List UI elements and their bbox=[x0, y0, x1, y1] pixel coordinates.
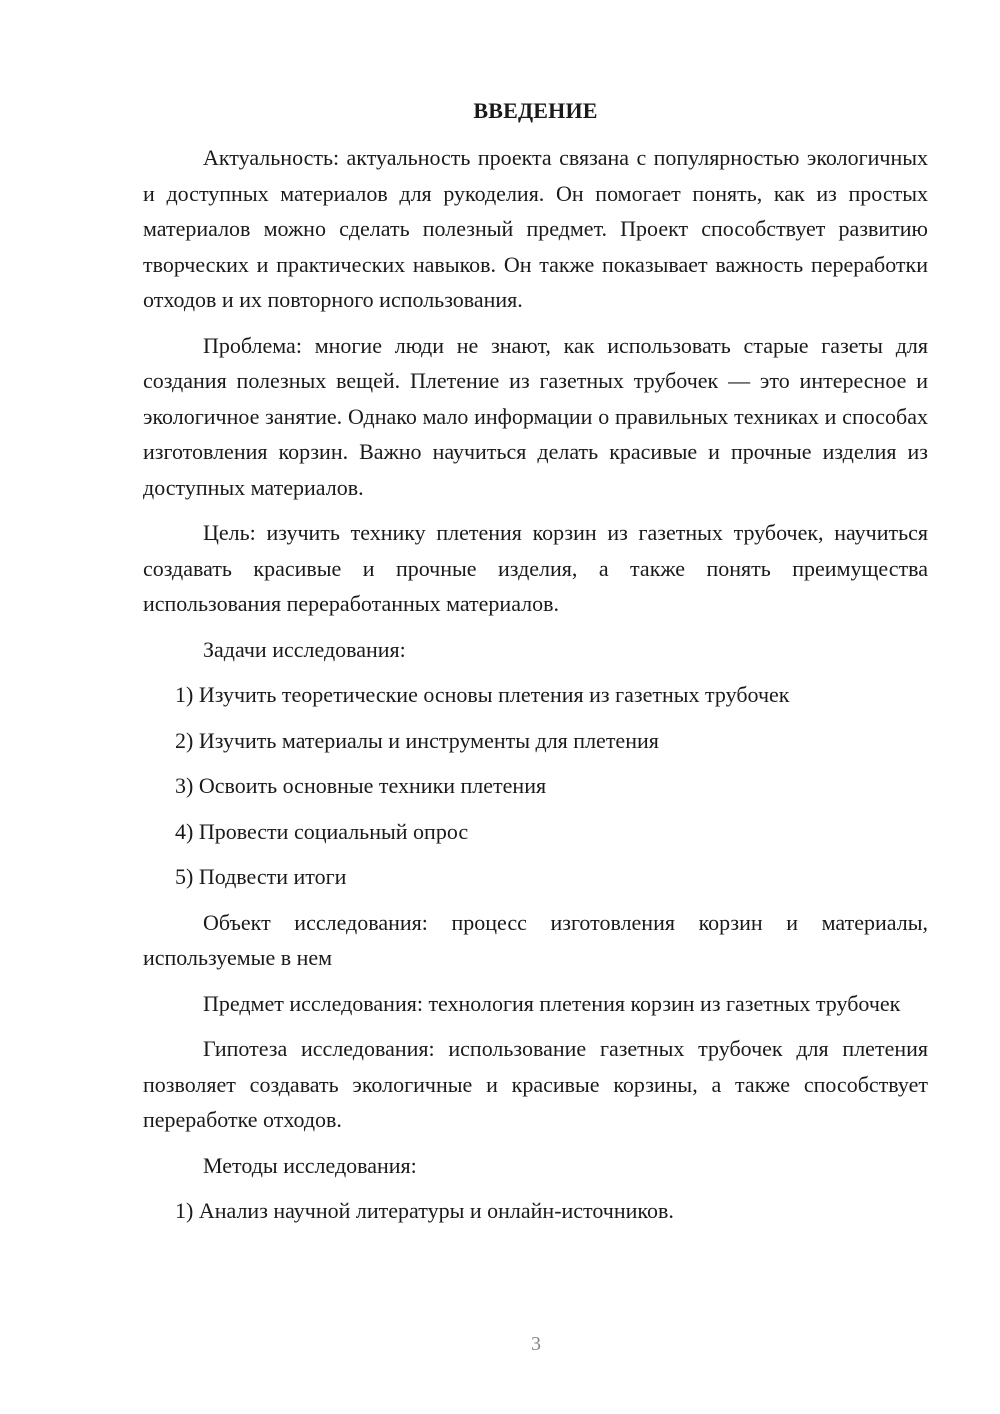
goal-paragraph: Цель: изучить технику плетения корзин из газетных трубочек, научиться создавать красивые и прочные изделия, а также понять преимущества использования переработанных материалов. bbox=[143, 520, 928, 616]
hypothesis-paragraph: Гипотеза исследования: использование газетных трубочек для плетения позволяет создавать экологичные и красивые корзины, а также способствует переработке отходов. bbox=[143, 1036, 928, 1132]
tasks-list bbox=[143, 677, 928, 895]
list-item: 5) Подвести итоги bbox=[175, 864, 347, 889]
methods-list bbox=[143, 1193, 928, 1229]
document-body bbox=[143, 96, 928, 1239]
page-number: 3 bbox=[531, 1333, 541, 1355]
tasks-title: Задачи исследования: bbox=[203, 636, 406, 662]
list-item: 3) Освоить основные техники плетения bbox=[175, 773, 547, 798]
problem-paragraph: Проблема: многие люди не знают, как использовать старые газеты для создания полезных вещей. Плетение из газетных трубочек — это интересное и экологичное занятие. Однако мало информации о правильных техниках и способах изготовления корзин. Важно научиться делать красивые и прочные изделия из доступных материалов. bbox=[143, 332, 928, 500]
subject-paragraph: Предмет исследования: технология плетения корзин из газетных трубочек bbox=[203, 990, 901, 1016]
list-item: 4) Провести социальный опрос bbox=[175, 818, 469, 844]
relevance-paragraph: Актуальность: актуальность проекта связана с популярностью экологичных и доступных материалов для рукоделия. Он помогает понять, как из простых материалов можно сделать полезный предмет. Проект способствует развитию творческих и практических навыков. Он также показывает важность переработки отходов и их повторного использования. bbox=[143, 145, 928, 312]
methods-title: Методы исследования: bbox=[203, 1152, 417, 1178]
list-item: 1) Изучить теоретические основы плетения из газетных трубочек bbox=[175, 682, 790, 707]
page-title: ВВЕДЕНИЕ bbox=[473, 98, 598, 123]
list-item: 1) Анализ научной литературы и онлайн-источников. bbox=[175, 1198, 674, 1223]
object-paragraph: Объект исследования: процесс изготовления корзин и материалы, используемые в нем bbox=[143, 909, 928, 970]
list-item: 2) Изучить материалы и инструменты для плетения bbox=[175, 727, 659, 753]
